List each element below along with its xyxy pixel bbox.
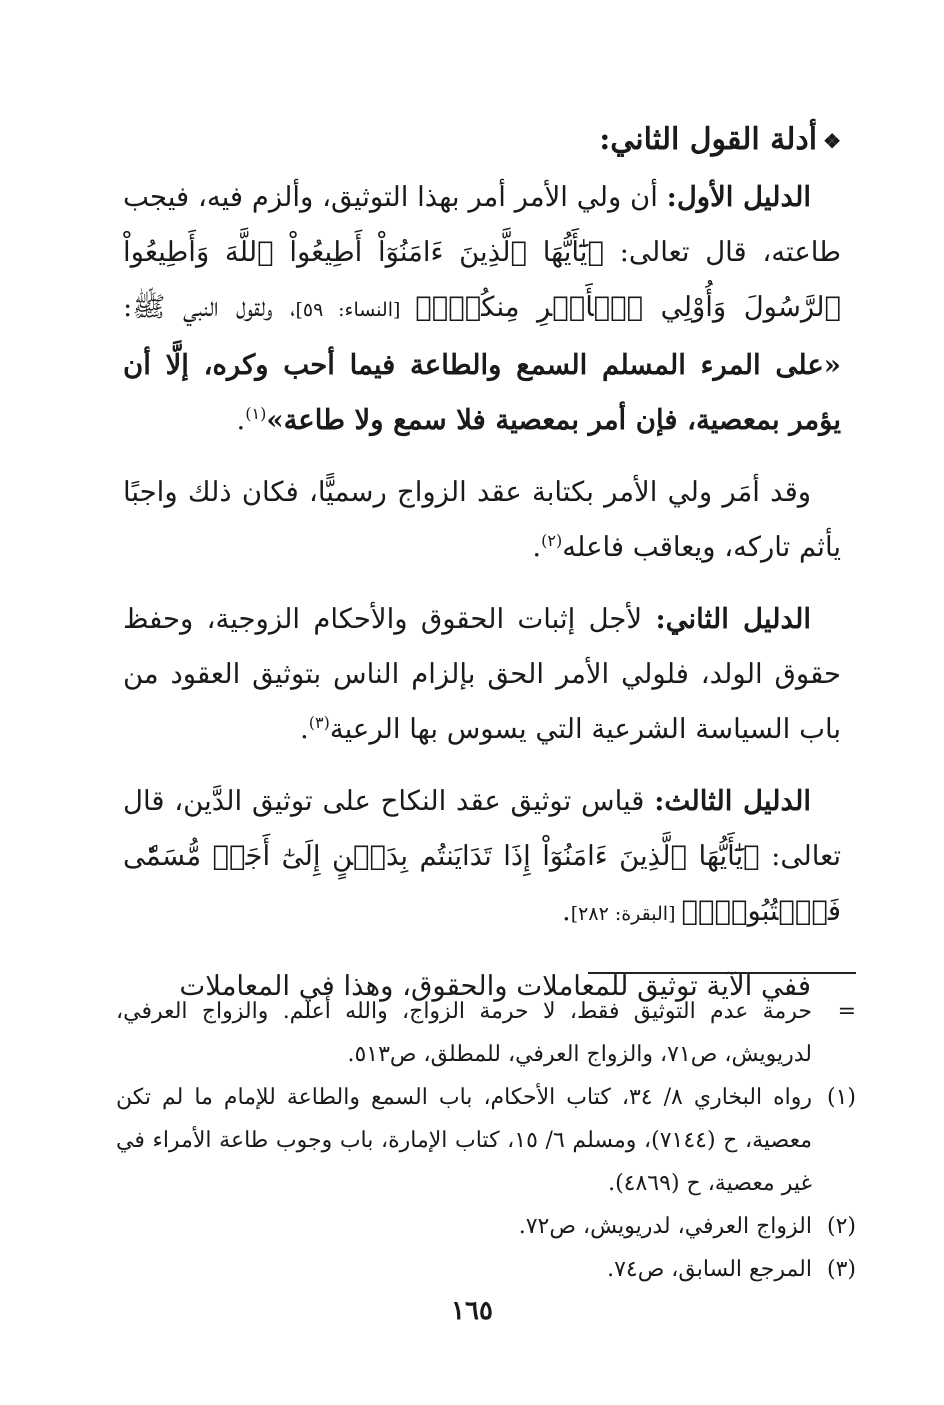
evidence-2-text: لأجل إثبات الحقوق والأحكام الزوجية، وحفظ حقوق الولد، فلولي الأمر الحق بإلزام الناس بتوثيق العقود من باب السياسة الشرعية التي يسوس بها الرعية	[123, 603, 841, 745]
footnote-number: (٣)	[826, 1257, 856, 1282]
evidence-2-paragraph	[123, 592, 841, 757]
sentence-end: .	[300, 713, 309, 745]
main-text	[123, 170, 841, 1031]
footnote-3	[116, 1248, 856, 1291]
evidence-1-text: أن ولي الأمر أمر بهذا التوثيق، وألزم فيه، فيجب طاعته، قال تعالى:	[123, 181, 841, 268]
evidence-3-text: قياس توثيق عقد النكاح على توثيق الدَّين، قال تعالى:	[123, 785, 842, 872]
hadith-quote: «على المرء المسلم السمع والطاعة فيما أحب وكره، إلَّا أن يؤمر بمعصية، فإن أمر بمعصية فلا سمع ولا طاعة»	[123, 349, 841, 436]
verse-reference-1: [النساء: ٥٩]	[295, 299, 416, 321]
section-heading	[111, 118, 841, 163]
section-title: أدلة القول الثاني:	[599, 122, 818, 157]
quran-verse-1: ﴿يَٰٓأَيُّهَا ٱلَّذِينَ ءَامَنُوٓاْ أَطِيعُواْ ٱللَّهَ وَأَطِيعُواْ ٱلرَّسُولَ وَأُوْلِي ٱلۡأَمۡرِ مِنكُمۡۖ﴾	[123, 236, 841, 323]
evidence-3-paragraph	[123, 774, 841, 942]
footnote-2	[116, 1205, 856, 1248]
paragraph-2	[123, 465, 841, 575]
page-number: ١٦٥	[451, 1296, 493, 1326]
bullet-mark-icon: ❖	[823, 129, 841, 153]
footnote-marker-3[interactable]: (٣)	[308, 712, 330, 732]
sentence-end: .	[236, 404, 246, 436]
verse-reference-2: [البقرة: ٢٨٢]	[570, 903, 682, 925]
sentence-end: .	[561, 895, 571, 927]
footnote-text: المرجع السابق، ص٧٤.	[607, 1257, 812, 1282]
footnotes	[116, 990, 856, 1291]
evidence-1-text-2: ، ولقول النبي ﷺ:	[123, 291, 296, 323]
footnote-number: (٢)	[826, 1214, 856, 1239]
evidence-1-paragraph	[123, 170, 841, 448]
footnote-marker-2[interactable]: (٢)	[541, 530, 563, 550]
evidence-3-label: الدليل الثالث:	[654, 785, 811, 817]
footnote-separator	[588, 972, 856, 974]
footnote-1	[116, 1076, 856, 1205]
footnote-number: =	[837, 999, 856, 1024]
evidence-1-label: الدليل الأول:	[666, 181, 811, 213]
footnote-marker-1[interactable]: (١)	[245, 403, 267, 423]
footnote-text: الزواج العرفي، لدريويش، ص٧٢.	[518, 1214, 812, 1239]
sentence-end: .	[532, 531, 542, 563]
footnote-number: (١)	[826, 1085, 856, 1110]
quran-verse-2: ﴿يَٰٓأَيُّهَا ٱلَّذِينَ ءَامَنُوٓاْ إِذَا تَدَايَنتُم بِدَيۡنٍ إِلَىٰٓ أَجَلٖ مُّسَمّٗى فَٱكۡتُبُوهُۚ﴾	[123, 840, 841, 927]
footnote-text: حرمة عدم التوثيق فقط، لا حرمة الزواج، والله أعلم. والزواج العرفي، لدريويش، ص٧١، والزواج العرفي، للمطلق، ص٥١٣.	[116, 999, 812, 1067]
paragraph-2-text: وقد أمَر ولي الأمر بكتابة عقد الزواج رسميًّا، فكان ذلك واجبًا يأثم تاركه، ويعاقب فاعله	[123, 476, 841, 563]
evidence-2-label: الدليل الثاني:	[655, 603, 811, 635]
footnote-continued	[116, 990, 856, 1076]
footnote-text: رواه البخاري ٨/ ٣٤، كتاب الأحكام، باب السمع والطاعة للإمام ما لم تكن معصية، ح (٧١٤٤)، ومسلم ٦/ ١٥، كتاب الإمارة، باب وجوب طاعة الأمراء في غير معصية، ح (٤٨٦٩).	[116, 1085, 813, 1196]
paragraph-5-text: ففي الآية توثيق للمعاملات والحقوق، وهذا في المعاملات	[179, 970, 811, 1002]
